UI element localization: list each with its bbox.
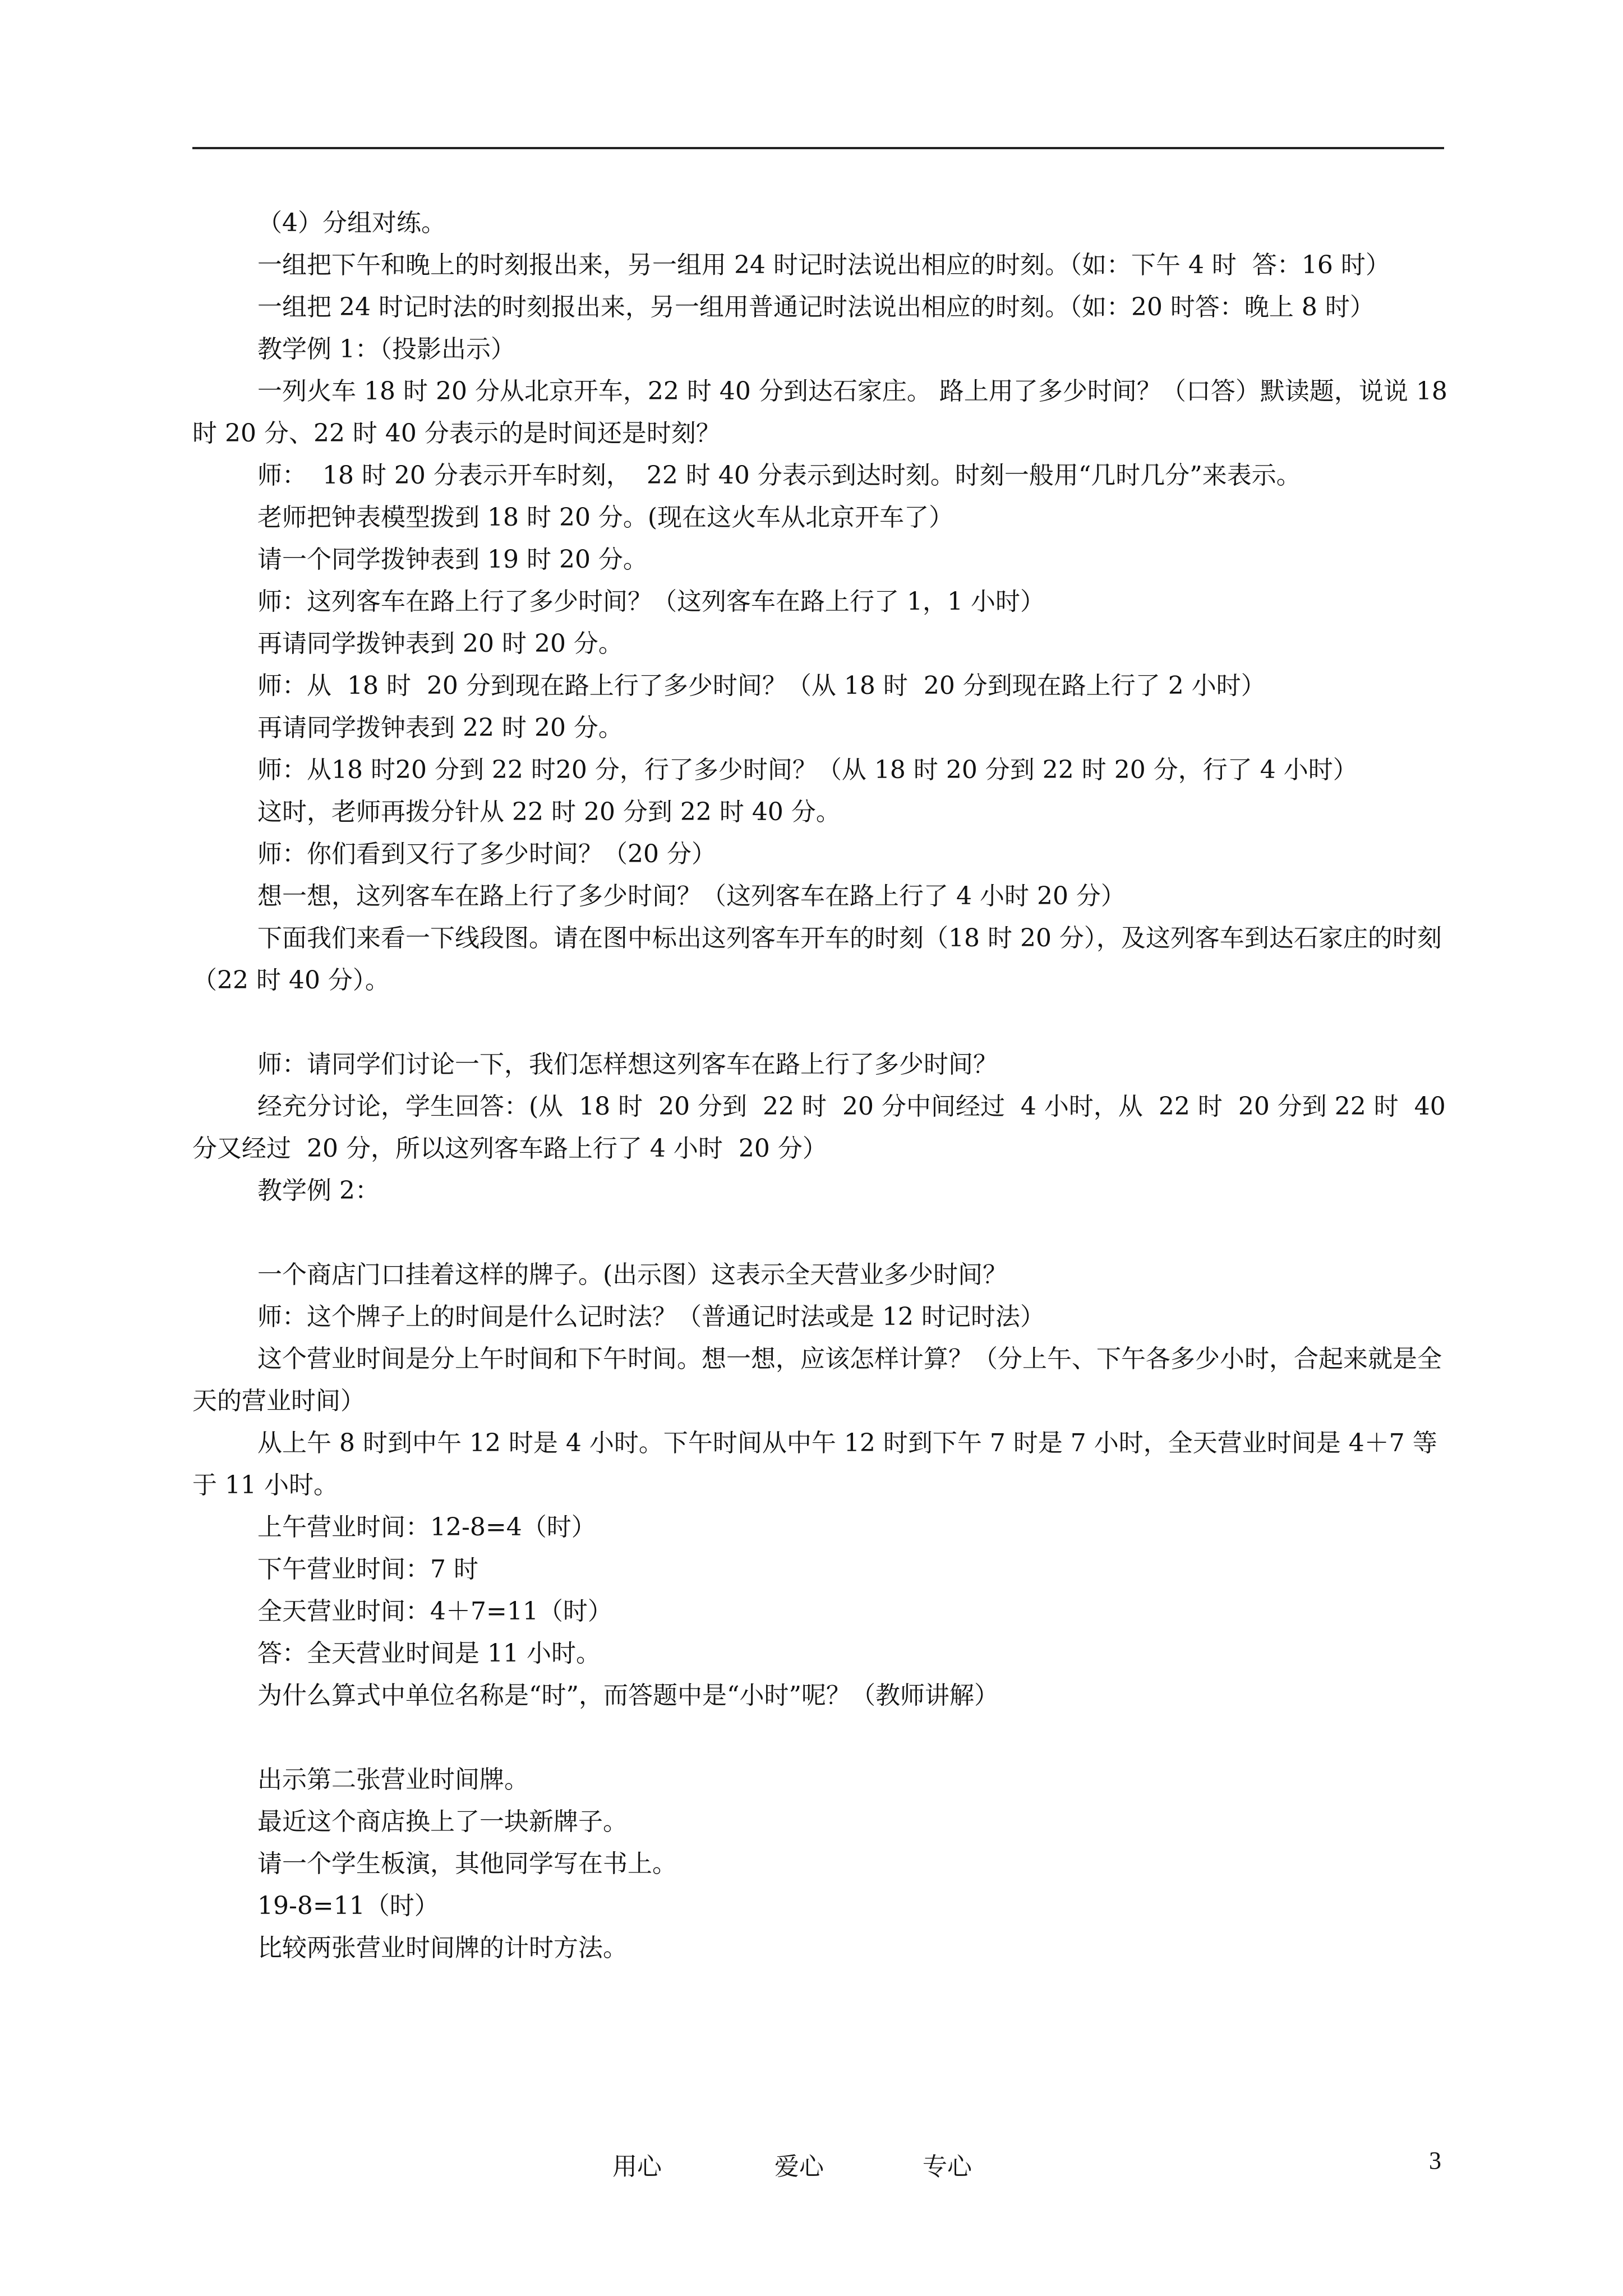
blank-line [192,1212,1449,1254]
paragraph: 比较两张营业时间牌的计时方法。 [257,1934,628,1962]
footer-word: 用心 [612,2152,662,2181]
footer-word: 专心 [923,2152,972,2181]
paragraph: 师： 18 时 20 分表示开车时刻， 22 时 40 分表示到达时刻。时刻一般用“几时几分”来表示。 [257,461,1301,490]
header-rule [192,147,1444,149]
paragraph: 再请同学拨钟表到 20 时 20 分。 [257,629,623,658]
paragraph: 师：请同学们讨论一下，我们怎样想这列客车在路上行了多少时间？ [257,1050,998,1079]
footer-word: 爱心 [774,2152,824,2181]
blank-line [192,1001,1449,1043]
paragraph: 一个商店门口挂着这样的牌子。(出示图）这表示全天营业多少时间？ [257,1260,1008,1289]
paragraph: 师：这列客车在路上行了多少时间？（这列客车在路上行了 1，1 小时） [257,587,1045,616]
paragraph: 师：这个牌子上的时间是什么记时法？（普通记时法或是 12 时记时法） [257,1303,1045,1331]
paragraph: 出示第二张营业时间牌。 [257,1765,529,1794]
document-body [192,202,1455,1969]
blank-line [192,1717,1449,1759]
paragraph: 下午营业时间：7 时 [257,1555,478,1584]
paragraph: 师：从 18 时 20 分到现在路上行了多少时间？（从 18 时 20 分到现在路上行了 2 小时） [257,671,1266,700]
paragraph: 这时，老师再拨分针从 22 时 20 分到 22 时 40 分。 [257,798,841,826]
paragraph: 为什么算式中单位名称是“时”，而答题中是“小时”呢？（教师讲解） [257,1681,999,1710]
paragraph: 这个营业时间是分上午时间和下午时间。想一想，应该怎样计算？（分上午、下午各多少小时，合起来就是全天的营业时间） [192,1345,1442,1415]
paragraph: 老师把钟表模型拨到 18 时 20 分。(现在这火车从北京开车了） [257,503,954,532]
paragraph: 教学例 2： [257,1176,380,1205]
page-number: 3 [1429,2147,1441,2174]
paragraph: 教学例 1：（投影出示） [257,335,515,364]
paragraph: 经充分讨论，学生回答：(从 18 时 20 分到 22 时 20 分中间经过 4 小时，从 22 时 20 分到 22 时 40 分又经过 20 分，所以这列客车路上行了 4 小时 20 分） [192,1092,1454,1163]
paragraph: 师：从18 时20 分到 22 时20 分，行了多少时间？（从 18 时 20 分到 22 时 20 分，行了 4 小时） [257,756,1358,784]
paragraph: 下面我们来看一下线段图。请在图中标出这列客车开车的时刻（18 时 20 分），及这列客车到达石家庄的时刻（22 时 40 分）。 [192,924,1442,995]
paragraph: 请一个同学拨钟表到 19 时 20 分。 [257,545,648,574]
paragraph: 答：全天营业时间是 11 小时。 [257,1639,601,1668]
paragraph: 19-8=11（时） [257,1892,439,1920]
paragraph: 想一想，这列客车在路上行了多少时间？（这列客车在路上行了 4 小时 20 分） [257,882,1126,910]
paragraph: 一组把 24 时记时法的时刻报出来，另一组用普通记时法说出相应的时刻。（如：20 时答：晚上 8 时） [257,293,1375,321]
paragraph: （4）分组对练。 [257,209,446,237]
paragraph: 一列火车 18 时 20 分从北京开车，22 时 40 分到达石家庄。 路上用了多少时间？（口答）默读题，说说 18 时 20 分、22 时 40 分表示的是时间还是时刻？ [192,377,1455,448]
page-footer [0,2146,1623,2180]
paragraph: 一组把下午和晚上的时刻报出来，另一组用 24 时记时法说出相应的时刻。（如：下午 4 时 答：16 时） [257,251,1390,279]
paragraph: 最近这个商店换上了一块新牌子。 [257,1807,628,1836]
paragraph: 师：你们看到又行了多少时间？（20 分） [257,840,716,868]
paragraph: 请一个学生板演，其他同学写在书上。 [257,1849,677,1878]
paragraph: 从上午 8 时到中午 12 时是 4 小时。下午时间从中午 12 时到下午 7 时是 7 小时，全天营业时间是 4＋7 等于 11 小时。 [192,1429,1437,1499]
paragraph: 再请同学拨钟表到 22 时 20 分。 [257,714,623,742]
paragraph: 上午营业时间：12-8=4（时） [257,1513,596,1542]
paragraph: 全天营业时间：4＋7=11（时） [257,1597,612,1626]
